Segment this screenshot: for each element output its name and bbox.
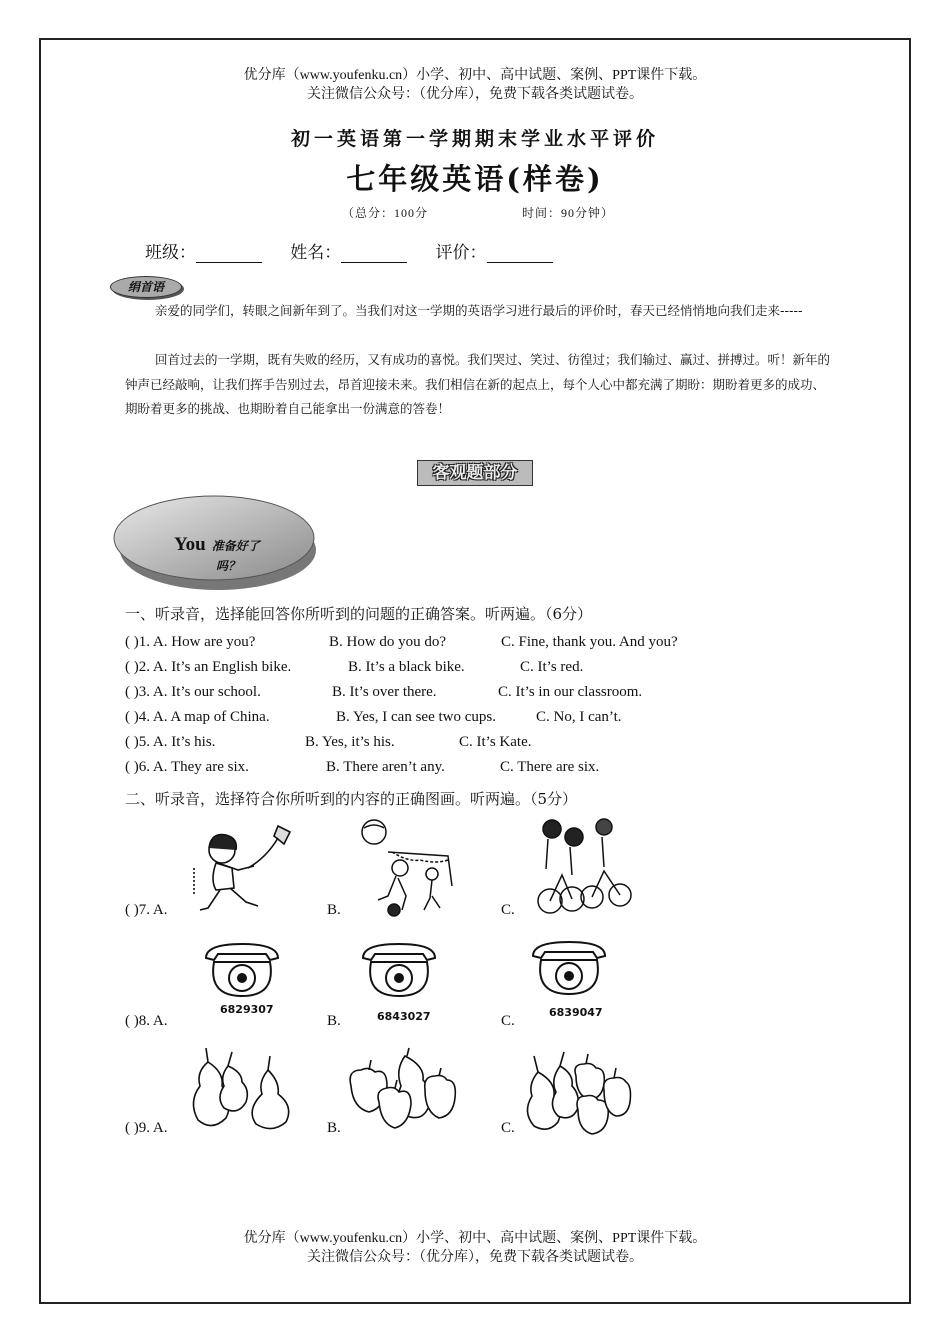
student-info xyxy=(145,238,577,263)
intro-paragraph-2: 回首过去的一学期，既有失败的经历，又有成功的喜悦。我们哭过、笑过、彷徨过；我们输过、赢过、拼搏过。听！新年的钟声已经敲响，让我们挥手告别过去，昂首迎接未来。我们相信在新的起点上，每个人心中都充满了期盼：期盼着更多的成功、期盼着更多的挑战、也期盼着自己能拿出一份满意的答卷！ xyxy=(125,352,831,416)
exam-title: 初一英语第一学期期末学业水平评价 xyxy=(290,128,659,150)
name-label: 姓名： xyxy=(290,243,342,262)
header-line-1: 优分库（www.youfenku.cn）小学、初中、高中试题、案例、PPT课件下载。 xyxy=(243,68,707,83)
footer-line-2: 关注微信公众号：（优分库），免费下载各类试题试卷。 xyxy=(307,1250,643,1265)
family-bikes-icon[interactable] xyxy=(528,815,636,919)
q8-c-label[interactable]: C. xyxy=(501,1013,515,1029)
phone-number-b: 6843027 xyxy=(377,1010,431,1023)
class-label: 班级： xyxy=(145,243,196,262)
eval-label: 评价： xyxy=(435,243,487,262)
q6-b[interactable]: B. There aren’t any. xyxy=(326,759,445,775)
intro-badge: 绢首语 xyxy=(110,276,182,298)
q2-c[interactable]: C. It’s red. xyxy=(520,659,584,675)
exam-time: 时间：90分钟） xyxy=(522,206,615,220)
part2-title: 二、听录音，选择符合你所听到的内容的正确图画。听两遍。（5分） xyxy=(125,790,578,808)
q7-a-label[interactable]: ( )7. A. xyxy=(125,902,168,918)
q5-b[interactable]: B. Yes, it’s his. xyxy=(305,734,395,750)
q6-c[interactable]: C. There are six. xyxy=(500,759,600,775)
exam-subtitle: 七年级英语(样卷) xyxy=(346,162,604,196)
oval-ready-2: 吗？ xyxy=(216,559,241,573)
q1-a[interactable]: ( )1. A. How are you? xyxy=(125,634,256,650)
ready-oval-text xyxy=(174,534,260,556)
pears-icon[interactable] xyxy=(184,1042,298,1134)
intro-paragraph-1: 亲爱的同学们，转眼之间新年到了。当我们对这一学期的英语学习进行最后的评价时，春天已经悄悄地向我们走来----- xyxy=(155,303,803,318)
oval-ready: 准备好了 xyxy=(211,539,260,553)
kite-girl-icon[interactable] xyxy=(186,818,296,918)
mixed-fruit-icon[interactable] xyxy=(520,1046,632,1138)
football-kids-icon[interactable] xyxy=(348,816,458,920)
exam-meta xyxy=(342,204,615,221)
phone-number-a: 6829307 xyxy=(220,1003,274,1016)
q4-b[interactable]: B. Yes, I can see two cups. xyxy=(336,709,496,725)
q7-c-label[interactable]: C. xyxy=(501,902,515,918)
q2-b[interactable]: B. It’s a black bike. xyxy=(348,659,465,675)
q8-a-label[interactable]: ( )8. A. xyxy=(125,1013,168,1029)
section-banner: 客观题部分 xyxy=(417,460,533,486)
name-field[interactable] xyxy=(341,244,407,263)
q7-b-label[interactable]: B. xyxy=(327,902,341,918)
q9-c-label[interactable]: C. xyxy=(501,1120,515,1136)
telephone-icon[interactable] xyxy=(355,940,445,1002)
part1-title: 一、听录音，选择能回答你所听到的问题的正确答案。听两遍。（6分） xyxy=(125,605,593,623)
eval-field[interactable] xyxy=(487,244,553,263)
q1-c[interactable]: C. Fine, thank you. And you? xyxy=(501,634,678,650)
q4-a[interactable]: ( )4. A. A map of China. xyxy=(125,709,270,725)
total-score: （总分：100分 xyxy=(342,206,429,220)
telephone-icon[interactable] xyxy=(525,938,615,1000)
telephone-icon[interactable] xyxy=(198,940,288,1002)
q6-a[interactable]: ( )6. A. They are six. xyxy=(125,759,249,775)
footer-line-1: 优分库（www.youfenku.cn）小学、初中、高中试题、案例、PPT课件下载。 xyxy=(243,1231,707,1246)
q5-a[interactable]: ( )5. A. It’s his. xyxy=(125,734,216,750)
q8-b-label[interactable]: B. xyxy=(327,1013,341,1029)
header-line-2: 关注微信公众号：（优分库），免费下载各类试题试卷。 xyxy=(307,87,643,102)
q4-c[interactable]: C. No, I can’t. xyxy=(536,709,622,725)
q3-b[interactable]: B. It’s over there. xyxy=(332,684,437,700)
q9-a-label[interactable]: ( )9. A. xyxy=(125,1120,168,1136)
q5-c[interactable]: C. It’s Kate. xyxy=(459,734,532,750)
q3-c[interactable]: C. It’s in our classroom. xyxy=(498,684,643,700)
q9-b-label[interactable]: B. xyxy=(327,1120,341,1136)
class-field[interactable] xyxy=(196,244,262,263)
q2-a[interactable]: ( )2. A. It’s an English bike. xyxy=(125,659,292,675)
phone-number-c: 6839047 xyxy=(549,1006,603,1019)
q3-a[interactable]: ( )3. A. It’s our school. xyxy=(125,684,261,700)
apples-icon[interactable] xyxy=(343,1046,461,1134)
oval-you: You xyxy=(174,534,206,555)
q1-b[interactable]: B. How do you do? xyxy=(329,634,447,650)
